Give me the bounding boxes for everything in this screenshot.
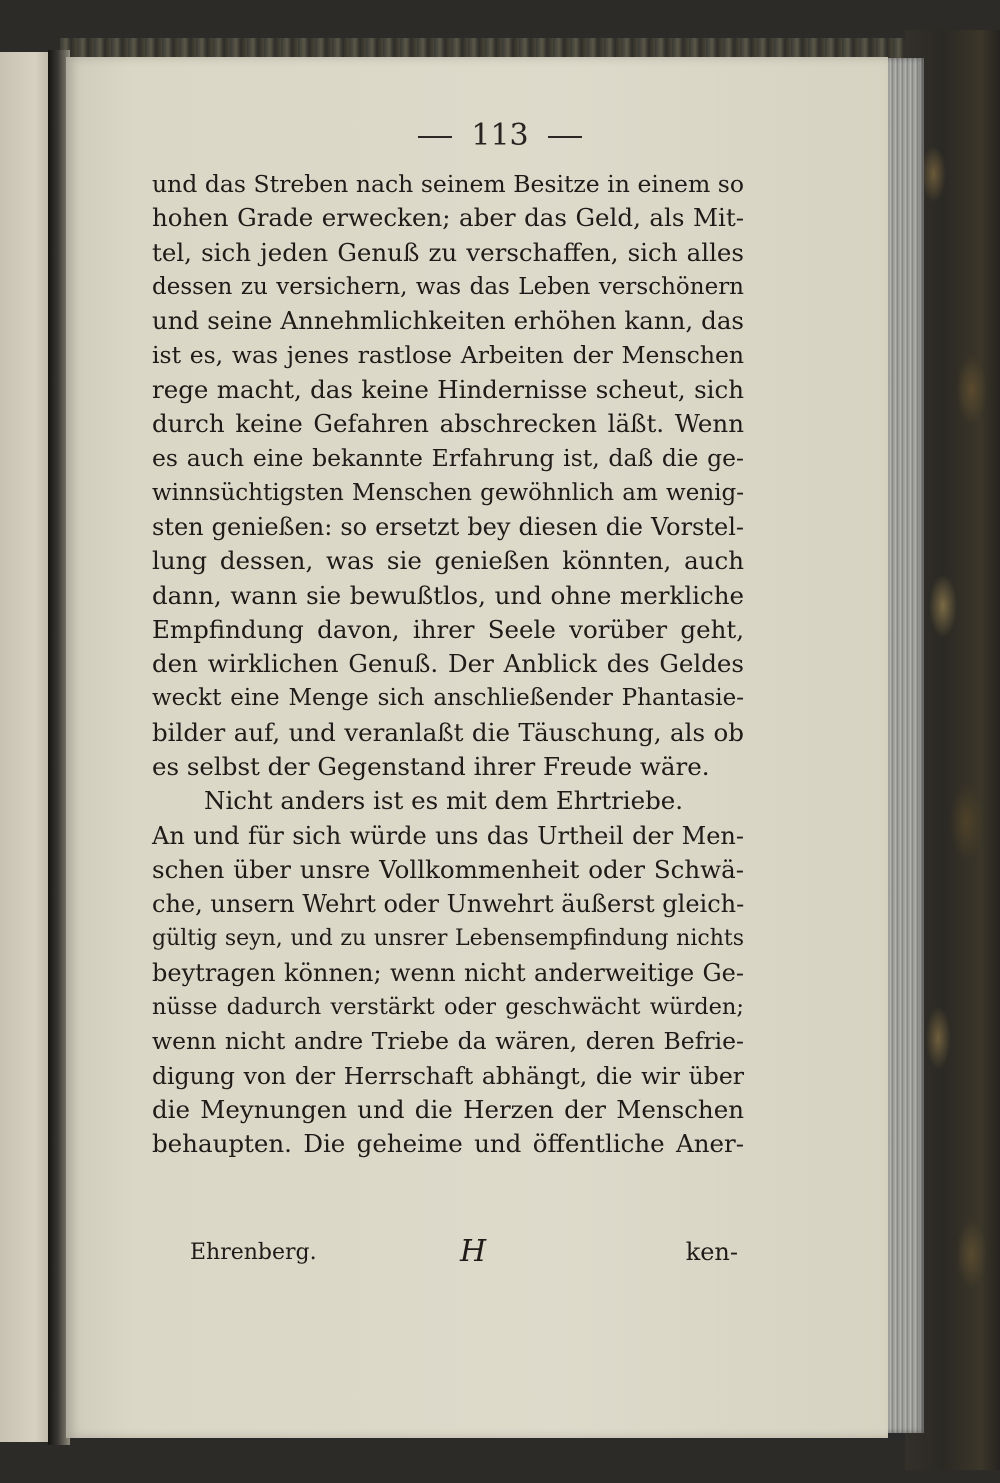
- page-text: [152, 167, 744, 1162]
- page-number: 113: [471, 118, 529, 153]
- previous-page-edge: [0, 52, 50, 1442]
- text-line: ist es, was jenes rastlose Arbeiten der Menschen: [152, 341, 744, 370]
- text-line: gültig seyn, und zu unsrer Lebensempfindung nichts: [152, 925, 744, 951]
- background-bottom: [0, 1440, 1000, 1483]
- text-line: sten genießen: so ersetzt bey diesen die Vorstel-: [152, 512, 744, 541]
- text-line: Empfindung davon, ihrer Seele vorüber geht,: [152, 614, 744, 644]
- header-dash-right: [548, 136, 582, 138]
- text-line: dann, wann sie bewußtlos, und ohne merkliche: [152, 580, 744, 610]
- text-line: behaupten. Die geheime und öffentliche Aner-: [152, 1129, 744, 1159]
- text-line: wenn nicht andre Triebe da wären, deren Befrie-: [152, 1027, 744, 1056]
- text-line: An und für sich würde uns das Urtheil der Men-: [152, 821, 744, 850]
- text-line: schen über unsre Vollkommenheit oder Schwä-: [152, 854, 744, 884]
- text-line: den wirklichen Genuß. Der Anblick des Geldes: [152, 649, 744, 679]
- text-line: es auch eine bekannte Erfahrung ist, daß die ge-: [152, 444, 744, 473]
- page-header: [0, 118, 1000, 153]
- text-line: bilder auf, und veranlaßt die Täuschung, als ob: [152, 717, 744, 747]
- text-line: lung dessen, was sie genießen könnten, auch: [152, 546, 744, 576]
- header-dash-left: [418, 136, 452, 138]
- text-line-paragraph-start: Nicht anders ist es mit dem Ehrtriebe.: [204, 786, 684, 816]
- text-line: und das Streben nach seinem Besitze in einem so: [152, 170, 744, 198]
- text-line: dessen zu versichern, was das Leben verschönern: [152, 273, 744, 300]
- text-line: digung von der Herrschaft abhängt, die wir über: [152, 1061, 744, 1090]
- text-line: durch keine Gefahren abschrecken läßt. Wenn: [152, 409, 744, 439]
- text-line: rege macht, das keine Hindernisse scheut, sich: [152, 374, 744, 404]
- text-line: die Meynungen und die Herzen der Menschen: [152, 1095, 744, 1125]
- text-line: nüsse dadurch verstärkt oder geschwächt würden;: [152, 994, 744, 1021]
- page-edges: [884, 58, 924, 1433]
- text-line: hohen Grade erwecken; aber das Geld, als Mit-: [152, 203, 744, 233]
- text-line-paragraph-end: es selbst der Gegenstand ihrer Freude wäre.: [152, 752, 710, 782]
- page-footer: [152, 1236, 744, 1272]
- footer-author: Ehrenberg.: [190, 1240, 317, 1265]
- text-line: tel, sich jeden Genuß zu verschaffen, sich alles: [152, 237, 744, 267]
- text-line: winnsüchtigsten Menschen gewöhnlich am wenig-: [152, 479, 744, 506]
- catchword: ken-: [685, 1238, 738, 1266]
- text-line: che, unsern Wehrt oder Unwehrt äußerst gleich-: [152, 890, 745, 919]
- text-line: und seine Annehmlichkeiten erhöhen kann, das: [152, 306, 744, 336]
- signature-mark: H: [460, 1234, 487, 1269]
- text-line: weckt eine Menge sich anschließender Phantasie-: [152, 685, 744, 712]
- text-line: beytragen können; wenn nicht anderweitige Ge-: [152, 958, 744, 987]
